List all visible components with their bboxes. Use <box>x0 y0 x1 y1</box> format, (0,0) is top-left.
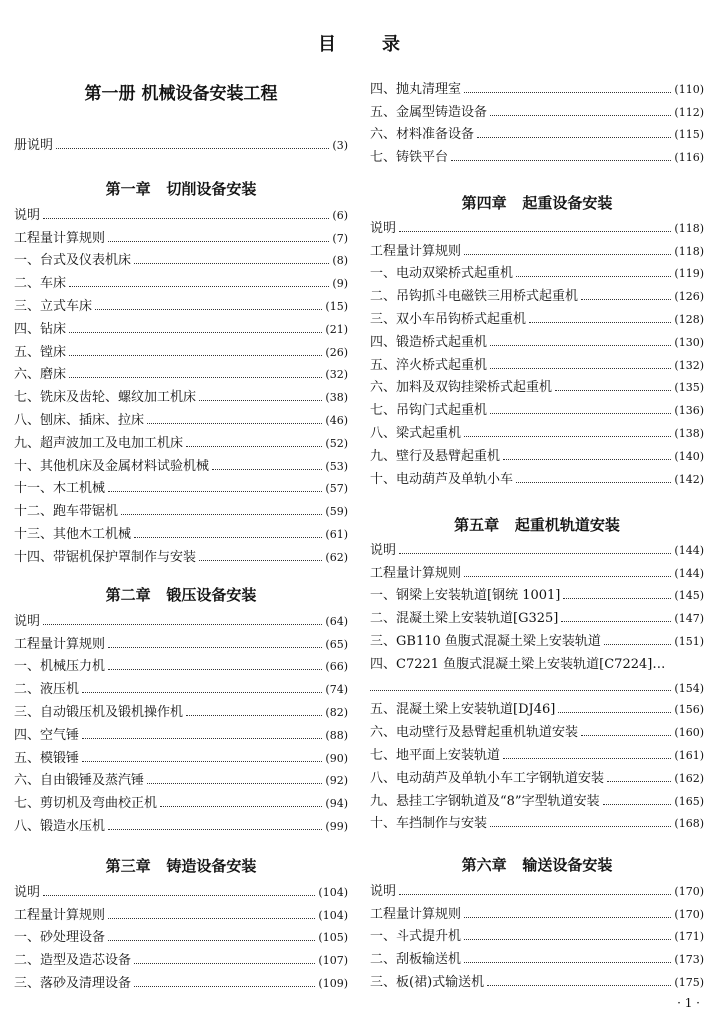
toc-leader <box>464 436 671 437</box>
toc-entry-title: 说明 <box>370 542 397 558</box>
toc-entry-list <box>14 606 348 834</box>
toc-entry-title: 九、超声波加工及电加工机床 <box>14 435 184 451</box>
toc-leader <box>558 712 671 713</box>
toc-entry-title: 九、壁行及悬臂起重机 <box>370 448 501 464</box>
toc-entry[interactable] <box>14 360 348 383</box>
toc-entry-page: (66) <box>325 660 348 674</box>
toc-leader <box>69 332 322 333</box>
toc-entry-page: (88) <box>325 728 348 742</box>
toc-entry[interactable] <box>14 428 348 451</box>
toc-entry-continuation <box>370 672 704 695</box>
toc-entry-page: (112) <box>674 105 704 119</box>
toc-entry-page: (170) <box>674 907 704 921</box>
toc-leader <box>464 939 671 940</box>
toc-entry[interactable] <box>370 281 704 304</box>
toc-entry-page: (99) <box>325 819 348 833</box>
toc-entry-title: 二、造型及造芯设备 <box>14 953 132 969</box>
toc-entry-title: 九、悬挂工字钢轨道及“8”字型轨道安装 <box>370 793 600 809</box>
toc-entry-page: (92) <box>325 774 348 788</box>
toc-entry-list <box>14 130 348 153</box>
toc-leader <box>199 400 322 401</box>
toc-leader <box>503 459 671 460</box>
toc-leader <box>43 624 322 625</box>
toc-entry[interactable] <box>14 314 348 337</box>
toc-entry-page: (8) <box>332 254 348 268</box>
toc-entry-page: (118) <box>674 244 704 258</box>
toc-entry-title: 十、其他机床及金属材料试验机械 <box>14 458 210 474</box>
toc-leader <box>555 390 671 391</box>
toc-entry-title: 工程量计算规则 <box>370 565 462 581</box>
toc-leader <box>108 829 322 830</box>
toc-leader <box>147 783 322 784</box>
toc-entry-page: (32) <box>325 368 348 382</box>
toc-leader <box>134 263 329 264</box>
toc-entry-title: 六、自由锻锤及蒸汽锤 <box>14 773 145 789</box>
toc-entry-title: 五、镗床 <box>14 344 67 360</box>
toc-entry-page: (46) <box>325 413 348 427</box>
toc-entry[interactable] <box>370 373 704 396</box>
chapter-heading: 第一章 切削设备安装 <box>105 180 257 198</box>
toc-entry[interactable] <box>14 720 348 743</box>
toc-entry-page: (161) <box>674 748 704 762</box>
toc-entry[interactable] <box>14 877 348 900</box>
toc-entry[interactable] <box>14 811 348 834</box>
toc-entry-page: (147) <box>674 612 704 626</box>
toc-entry-title: 说明 <box>14 884 41 900</box>
toc-entry-title: 四、C7221 鱼腹式混凝土梁上安装轨道[C7224] <box>370 656 653 672</box>
toc-entry-title: 二、吊钩抓斗电磁铁三用桥式起重机 <box>370 289 579 305</box>
toc-entry-title: 十四、带锯机保护罩制作与安装 <box>14 549 197 565</box>
toc-entry[interactable] <box>370 717 704 740</box>
toc-entry-page: (173) <box>674 953 704 967</box>
toc-leader <box>561 621 671 622</box>
toc-leader <box>464 917 671 918</box>
toc-leader <box>134 963 315 964</box>
toc-entry[interactable] <box>370 418 704 441</box>
toc-entry-page: (144) <box>674 566 704 580</box>
toc-entry-page: (15) <box>325 299 348 313</box>
toc-entry-page: (142) <box>674 472 704 486</box>
toc-entry-title: 七、铣床及齿轮、螺纹加工机床 <box>14 390 197 406</box>
toc-entry-page: (145) <box>674 589 704 603</box>
toc-leader <box>464 962 671 963</box>
toc-entry-page: (140) <box>674 449 704 463</box>
toc-leader <box>56 148 329 149</box>
toc-entry[interactable] <box>14 519 348 542</box>
toc-entry[interactable] <box>14 337 348 360</box>
toc-entry-list <box>14 877 348 991</box>
toc-entry-page: (135) <box>674 381 704 395</box>
toc-leader <box>108 918 315 919</box>
toc-leader <box>121 514 322 515</box>
toc-entry-page: (171) <box>674 930 704 944</box>
toc-leader <box>370 690 671 691</box>
toc-entry-page: (160) <box>674 726 704 740</box>
toc-leader <box>95 309 322 310</box>
toc-entry-title: 一、机械压力机 <box>14 659 106 675</box>
toc-leader <box>451 160 671 161</box>
toc-entry-page: (90) <box>325 751 348 765</box>
toc-leader <box>108 940 315 941</box>
toc-entry[interactable] <box>14 291 348 314</box>
toc-entry[interactable] <box>14 652 348 675</box>
toc-entry-page: (138) <box>674 426 704 440</box>
toc-leader <box>607 781 671 782</box>
toc-entry-page: (115) <box>674 128 704 142</box>
toc-entry[interactable] <box>14 923 348 946</box>
toc-entry-title: 说明 <box>14 613 41 629</box>
toc-entry-title: 八、刨床、插床、拉床 <box>14 412 145 428</box>
toc-entry-page: (53) <box>325 459 348 473</box>
toc-entry-page: (74) <box>325 683 348 697</box>
toc-entry-title: 十、车挡制作与安装 <box>370 816 488 832</box>
toc-entry-page: (104) <box>318 908 348 922</box>
toc-entry[interactable] <box>370 304 704 327</box>
toc-entry-title: 二、刮板输送机 <box>370 952 462 968</box>
toc-entry[interactable] <box>14 542 348 565</box>
toc-leader <box>490 345 671 346</box>
toc-entry[interactable] <box>14 766 348 789</box>
toc-entry[interactable] <box>370 626 704 649</box>
toc-entry-title: 八、梁式起重机 <box>370 425 462 441</box>
toc-entry-title: 一、钢梁上安装轨道[钢统 1001] <box>370 588 561 604</box>
toc-entry-page: (116) <box>674 151 704 165</box>
toc-leader <box>503 758 671 759</box>
toc-leader <box>69 355 322 356</box>
toc-entry[interactable] <box>14 674 348 697</box>
toc-leader <box>487 985 671 986</box>
toc-entry-title: 三、立式车床 <box>14 298 93 314</box>
toc-entry[interactable] <box>370 899 704 922</box>
toc-entry-title: 四、锻造桥式起重机 <box>370 334 488 350</box>
toc-entry-page: (82) <box>325 705 348 719</box>
toc-entry[interactable] <box>14 246 348 269</box>
toc-entry-title: 十二、跑车带锯机 <box>14 504 119 520</box>
toc-entry[interactable] <box>370 649 704 672</box>
toc-entry-page: (7) <box>332 231 348 245</box>
toc-entry[interactable] <box>370 695 704 718</box>
toc-entry-title: 十三、其他木工机械 <box>14 526 132 542</box>
toc-leader <box>160 806 322 807</box>
toc-entry[interactable] <box>14 743 348 766</box>
toc-entry-page: (65) <box>325 637 348 651</box>
toc-entry-title: 七、铸铁平台 <box>370 150 449 166</box>
toc-leader <box>134 986 315 987</box>
toc-entry-page: (57) <box>325 482 348 496</box>
toc-leader <box>490 115 671 116</box>
toc-entry-page: (136) <box>674 404 704 418</box>
toc-entry-page: (59) <box>325 505 348 519</box>
toc-entry[interactable] <box>14 900 348 923</box>
toc-leader <box>529 322 671 323</box>
toc-entry[interactable] <box>370 967 704 990</box>
toc-leader <box>603 804 672 805</box>
toc-entry-list <box>370 74 704 165</box>
toc-entry-list <box>370 535 704 831</box>
toc-leader <box>516 276 671 277</box>
toc-entry-page: (162) <box>674 771 704 785</box>
toc-leader <box>490 368 671 369</box>
toc-entry[interactable] <box>14 223 348 246</box>
toc-entry-title: 五、淬火桥式起重机 <box>370 357 488 373</box>
toc-leader <box>82 761 322 762</box>
toc-entry[interactable] <box>14 268 348 291</box>
toc-entry-list <box>370 213 704 487</box>
toc-entry[interactable] <box>370 74 704 97</box>
toc-entry[interactable] <box>14 629 348 652</box>
toc-entry-title: 三、板(裙)式输送机 <box>370 974 485 990</box>
toc-entry-page: (118) <box>674 221 704 235</box>
toc-entry[interactable] <box>370 259 704 282</box>
toc-entry-title: 说明 <box>370 220 397 236</box>
toc-entry[interactable] <box>370 327 704 350</box>
toc-entry[interactable] <box>370 464 704 487</box>
toc-leader <box>399 894 671 895</box>
toc-entry[interactable] <box>370 763 704 786</box>
chapter-heading: 第五章 起重机轨道安装 <box>454 516 620 534</box>
toc-entry[interactable] <box>14 451 348 474</box>
toc-entry-title: 六、磨床 <box>14 367 67 383</box>
toc-entry-title: 工程量计算规则 <box>14 907 106 923</box>
toc-entry-title: 五、混凝土梁上安装轨道[DJ46] <box>370 702 556 718</box>
toc-entry-title: 七、吊钩门式起重机 <box>370 403 488 419</box>
toc-entry-page: (126) <box>674 290 704 304</box>
toc-entry-page: (9) <box>332 277 348 291</box>
toc-entry-title: 二、混凝土梁上安装轨道[G325] <box>370 611 559 627</box>
toc-entry[interactable] <box>370 441 704 464</box>
toc-entry[interactable] <box>14 496 348 519</box>
toc-entry-title: 八、电动葫芦及单轨小车工字钢轨道安装 <box>370 770 605 786</box>
toc-leader <box>490 826 671 827</box>
toc-entry[interactable] <box>14 200 348 223</box>
toc-entry[interactable] <box>370 236 704 259</box>
toc-entry-list <box>14 200 348 565</box>
toc-entry-page: (170) <box>674 884 704 898</box>
toc-entry-title: 四、钻床 <box>14 321 67 337</box>
toc-leader <box>563 598 671 599</box>
toc-entry-title: 册说明 <box>14 137 54 153</box>
toc-entry-page: (151) <box>674 634 704 648</box>
toc-entry-page: (128) <box>674 312 704 326</box>
toc-entry-title: 三、落砂及清理设备 <box>14 975 132 991</box>
toc-leader <box>399 231 671 232</box>
toc-leader <box>186 715 322 716</box>
toc-entry-title: 六、材料准备设备 <box>370 127 475 143</box>
toc-entry-page: (175) <box>674 975 704 989</box>
toc-entry-title: 四、抛丸清理室 <box>370 81 462 97</box>
toc-entry-title: 四、空气锤 <box>14 727 80 743</box>
toc-leader <box>477 137 671 138</box>
toc-leader <box>108 491 322 492</box>
toc-leader <box>134 537 322 538</box>
toc-leader <box>212 469 322 470</box>
toc-leader <box>581 299 671 300</box>
toc-entry-title: 五、金属型铸造设备 <box>370 104 488 120</box>
toc-entry-title: 工程量计算规则 <box>14 230 106 246</box>
toc-entry-title: 三、双小车吊钩桥式起重机 <box>370 311 527 327</box>
toc-leader <box>108 241 329 242</box>
toc-entry[interactable] <box>14 606 348 629</box>
toc-entry-page: (165) <box>674 794 704 808</box>
toc-leader <box>186 446 322 447</box>
toc-entry-page: (144) <box>674 543 704 557</box>
toc-entry-page: (62) <box>325 550 348 564</box>
toc-entry-title: 说明 <box>370 883 397 899</box>
toc-entry-page: (105) <box>318 931 348 945</box>
toc-leader <box>82 692 322 693</box>
toc-entry-title: 工程量计算规则 <box>370 906 462 922</box>
toc-entry[interactable] <box>14 382 348 405</box>
toc-entry-page: (94) <box>325 797 348 811</box>
toc-entry-title: 八、锻造水压机 <box>14 818 106 834</box>
toc-entry-page: (154) <box>674 681 704 695</box>
toc-entry-title: 工程量计算规则 <box>14 636 106 652</box>
toc-entry-page: (21) <box>325 322 348 336</box>
toc-entry[interactable] <box>370 350 704 373</box>
toc-entry-title: 一、电动双梁桥式起重机 <box>370 266 514 282</box>
toc-entry[interactable] <box>370 97 704 120</box>
toc-entry[interactable] <box>370 876 704 899</box>
toc-entry[interactable] <box>370 922 704 945</box>
toc-leader <box>43 895 315 896</box>
toc-entry-page: (64) <box>325 614 348 628</box>
toc-entry-page: (130) <box>674 335 704 349</box>
toc-leader <box>490 413 671 414</box>
toc-entry[interactable] <box>370 142 704 165</box>
toc-entry[interactable] <box>14 697 348 720</box>
toc-entry[interactable] <box>370 944 704 967</box>
toc-entry-title: 工程量计算规则 <box>370 243 462 259</box>
toc-entry-page: (132) <box>674 358 704 372</box>
volume-heading: 第一册 机械设备安装工程 <box>84 84 278 104</box>
toc-entry-title: 说明 <box>14 207 41 223</box>
toc-leader <box>464 92 671 93</box>
toc-entry-page: (168) <box>674 817 704 831</box>
chapter-heading: 第四章 起重设备安装 <box>461 194 613 212</box>
toc-leader <box>147 423 322 424</box>
toc-entry[interactable] <box>370 213 704 236</box>
toc-entry[interactable] <box>14 968 348 991</box>
toc-entry[interactable] <box>370 535 704 558</box>
toc-entry-title: 二、液压机 <box>14 682 80 698</box>
page-title: 目录 <box>318 34 446 55</box>
toc-entry[interactable] <box>14 130 348 153</box>
toc-leader <box>464 576 671 577</box>
toc-leader <box>108 669 322 670</box>
toc-entry-title: 三、自动锻压机及锻机操作机 <box>14 704 184 720</box>
toc-entry-title: 七、地平面上安装轨道 <box>370 747 501 763</box>
toc-leader <box>464 254 671 255</box>
toc-entry-page: (26) <box>325 345 348 359</box>
toc-entry[interactable] <box>14 405 348 428</box>
chapter-heading: 第二章 锻压设备安装 <box>105 586 257 604</box>
toc-entry-title: 七、剪切机及弯曲校正机 <box>14 796 158 812</box>
toc-entry[interactable] <box>370 395 704 418</box>
toc-entry-page: (109) <box>318 976 348 990</box>
toc-entry[interactable] <box>370 740 704 763</box>
toc-entry-title: 二、车床 <box>14 276 67 292</box>
toc-leader <box>604 644 672 645</box>
toc-leader <box>43 218 329 219</box>
toc-entry-title: 一、台式及仪表机床 <box>14 253 132 269</box>
toc-entry[interactable] <box>370 120 704 143</box>
toc-entry-title: 六、电动壁行及悬臂起重机轨道安装 <box>370 725 579 741</box>
toc-entry[interactable] <box>14 788 348 811</box>
toc-entry[interactable] <box>370 581 704 604</box>
toc-entry-title: 十、电动葫芦及单轨小车 <box>370 471 514 487</box>
toc-entry-title: 六、加料及双钩挂梁桥式起重机 <box>370 380 553 396</box>
toc-entry-page: (61) <box>325 527 348 541</box>
toc-entry-page: (52) <box>325 436 348 450</box>
toc-entry-page: (6) <box>332 208 348 222</box>
toc-leader <box>399 553 671 554</box>
toc-entry-page: (38) <box>325 391 348 405</box>
toc-entry-page: (3) <box>332 138 348 152</box>
toc-entry[interactable] <box>370 809 704 832</box>
toc-entry-page: (119) <box>674 267 704 281</box>
toc-entry-page: (107) <box>318 954 348 968</box>
toc-leader <box>69 377 322 378</box>
toc-leader <box>199 560 322 561</box>
toc-leader <box>82 738 322 739</box>
toc-leader-dots: … <box>652 656 666 672</box>
toc-leader <box>69 286 329 287</box>
chapter-heading: 第六章 输送设备安装 <box>461 856 613 874</box>
toc-entry[interactable] <box>370 603 704 626</box>
toc-entry-page: (104) <box>318 885 348 899</box>
page-number: · 1 · <box>677 996 700 1010</box>
toc-entry[interactable] <box>370 786 704 809</box>
toc-entry-list <box>370 876 704 990</box>
toc-entry[interactable] <box>14 945 348 968</box>
toc-entry-page: (156) <box>674 703 704 717</box>
toc-entry-page: (110) <box>674 82 704 96</box>
toc-entry-title: 十一、木工机械 <box>14 481 106 497</box>
toc-entry[interactable] <box>370 558 704 581</box>
chapter-heading: 第三章 铸造设备安装 <box>105 857 257 875</box>
toc-entry-title: 三、GB110 鱼腹式混凝土梁上安装轨道 <box>370 633 601 649</box>
toc-leader <box>581 735 671 736</box>
toc-entry-title: 一、斗式提升机 <box>370 929 462 945</box>
toc-entry[interactable] <box>14 474 348 497</box>
toc-leader <box>516 482 671 483</box>
toc-leader <box>108 647 322 648</box>
toc-entry-title: 五、模锻锤 <box>14 750 80 766</box>
toc-entry-title: 一、砂处理设备 <box>14 930 106 946</box>
